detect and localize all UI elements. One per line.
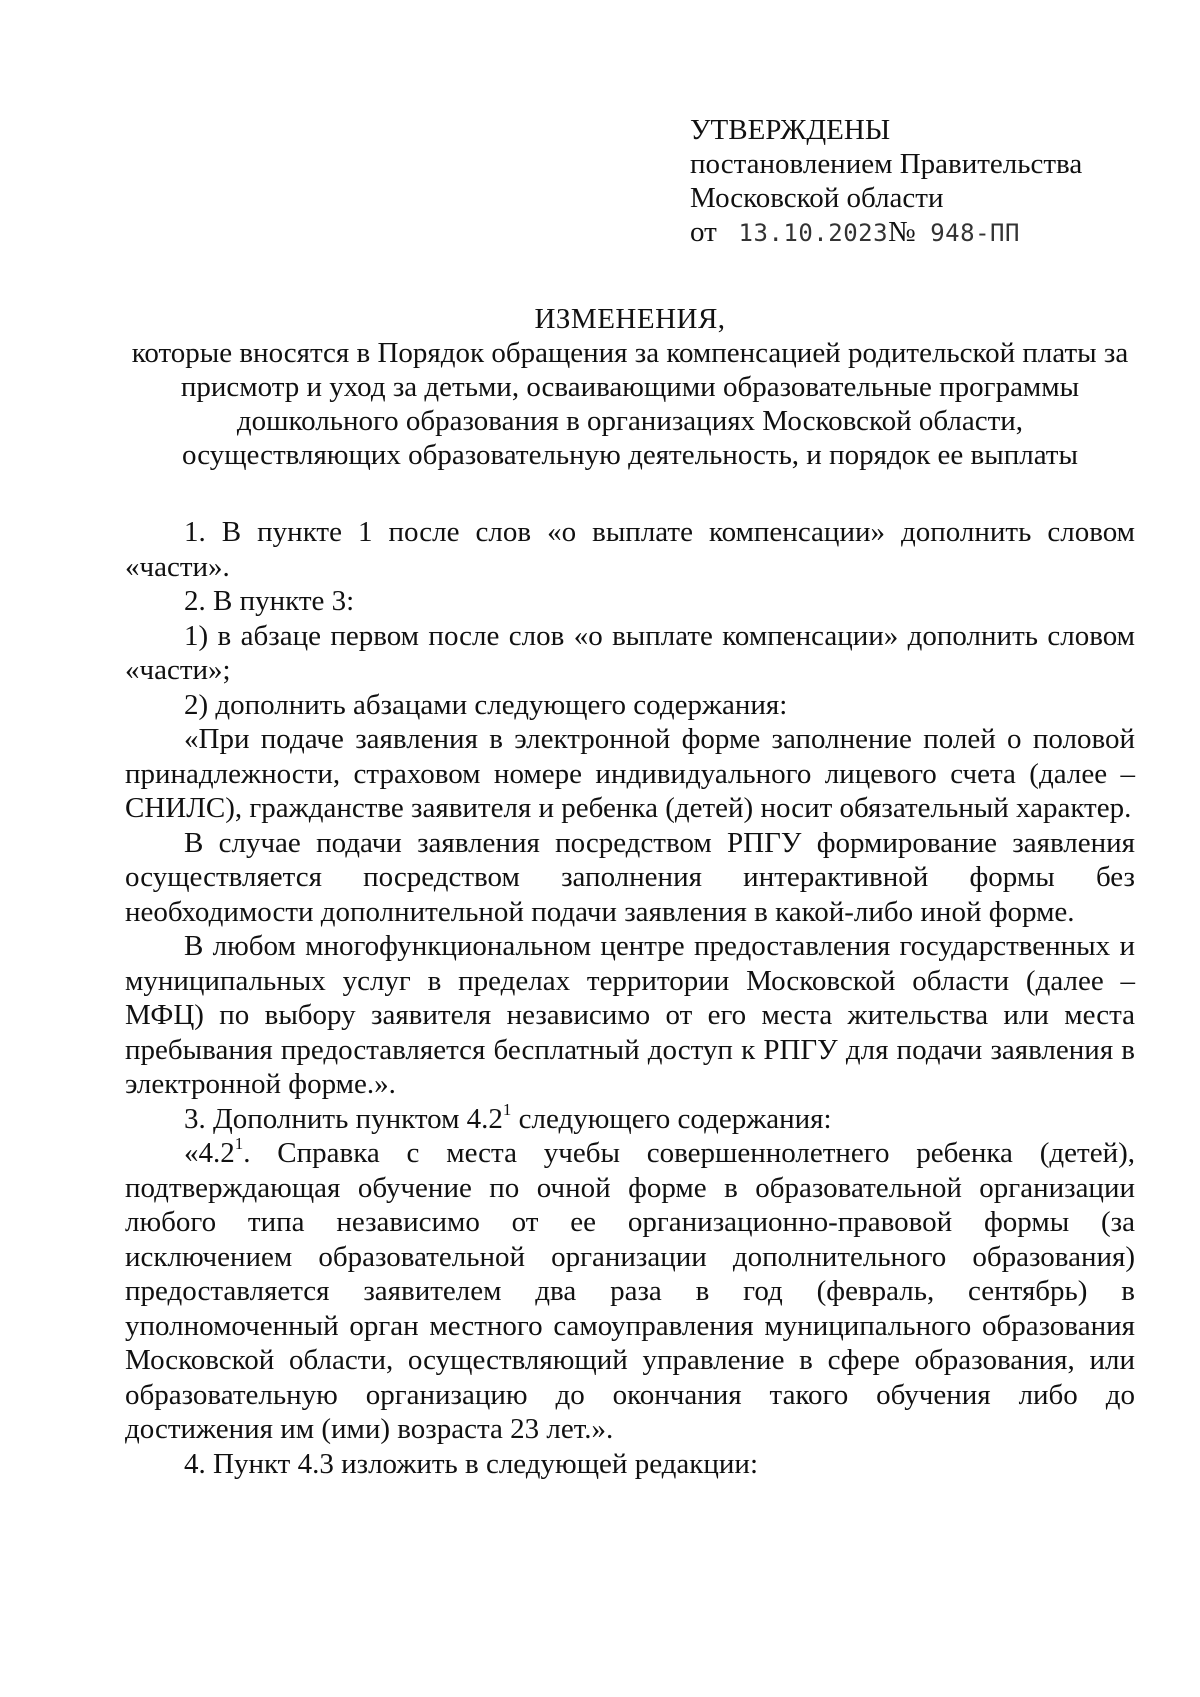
paragraph-8 (125, 1099, 1135, 1137)
paragraph-10: 4. Пункт 4.3 изложить в следующей редакции: (184, 1447, 759, 1480)
paragraph-6: В случае подачи заявления посредством РПГУ формирование заявления осуществляется посредством заполнения интерактивной формы без необходимости дополнительной подачи заявления в какой-либо иной форме. (125, 826, 1135, 928)
approval-from-prefix: от (690, 216, 717, 248)
paragraph-8-text-after: следующего содержания: (511, 1102, 832, 1135)
approval-line-1: постановлением Правительства (690, 148, 1083, 180)
approval-date: 13.10.2023 (738, 219, 889, 247)
paragraph-9-text-before: «4.2 (184, 1137, 235, 1169)
approval-label: УТВЕРЖДЕНЫ (690, 114, 891, 146)
paragraph-4: 2) дополнить абзацами следующего содержания: (184, 688, 788, 721)
paragraph-7: В любом многофункциональном центре предоставления государственных и муниципальных услуг в пределах территории Московской области (далее – МФЦ) по выбору заявителя независимо от его места жительства или места пребывания предоставляется бесплатный доступ к РПГУ для подачи заявления в электронной форме.». (125, 930, 1135, 1100)
document-heading (125, 302, 1135, 472)
paragraph-9-superscript: 1 (234, 1134, 244, 1154)
approval-date-line (690, 215, 1160, 250)
heading-title: ИЗМЕНЕНИЯ, (534, 303, 726, 335)
approval-number: 948-ПП (930, 219, 1020, 247)
paragraph-5: «При подаче заявления в электронной форме заполнение полей о половой принадлежности, страховом номере индивидуального лицевого счета (далее – СНИЛС), гражданстве заявителя и ребенка (детей) носит обязательный характер. (125, 723, 1135, 824)
heading-subtitle: которые вносятся в Порядок обращения за компенсацией родительской платы за присмотр и уход за детьми, осваивающими образовательные программы дошкольного образования в организациях Московской области, осуществляющих образовательную деятельность, и порядок ее выплаты (131, 337, 1129, 471)
paragraph-1: 1. В пункте 1 после слов «о выплате компенсации» дополнить словом «части». (125, 516, 1135, 583)
paragraph-8-text-before: 3. Дополнить пунктом 4.2 (184, 1102, 503, 1135)
paragraph-8-superscript: 1 (502, 1099, 512, 1119)
document-body (125, 515, 1135, 1481)
paragraph-9 (125, 1136, 1135, 1447)
paragraph-9-text-after: . Справка с места учебы совершеннолетнего ребенка (детей), подтверждающая обучение по очной форме в образовательной организации любого типа независимо от ее организационно-правовой формы (за исключением образовательной организации дополнительного образования) предоставляется заявителем два раза в год (февраль, сентябрь) в уполномоченный орган местного самоуправления муниципального образования Московской области, осуществляющий управление в сфере образования, или образовательную организацию до окончания такого обучения либо до достижения им (ими) возраста 23 лет.». (125, 1137, 1135, 1445)
paragraph-3: 1) в абзаце первом после слов «о выплате компенсации» дополнить словом «части»; (125, 619, 1135, 686)
approval-line-2: Московской области (690, 182, 944, 214)
approval-stamp (690, 113, 1160, 250)
approval-number-sign: № (888, 216, 916, 248)
paragraph-2: 2. В пункте 3: (184, 585, 355, 617)
